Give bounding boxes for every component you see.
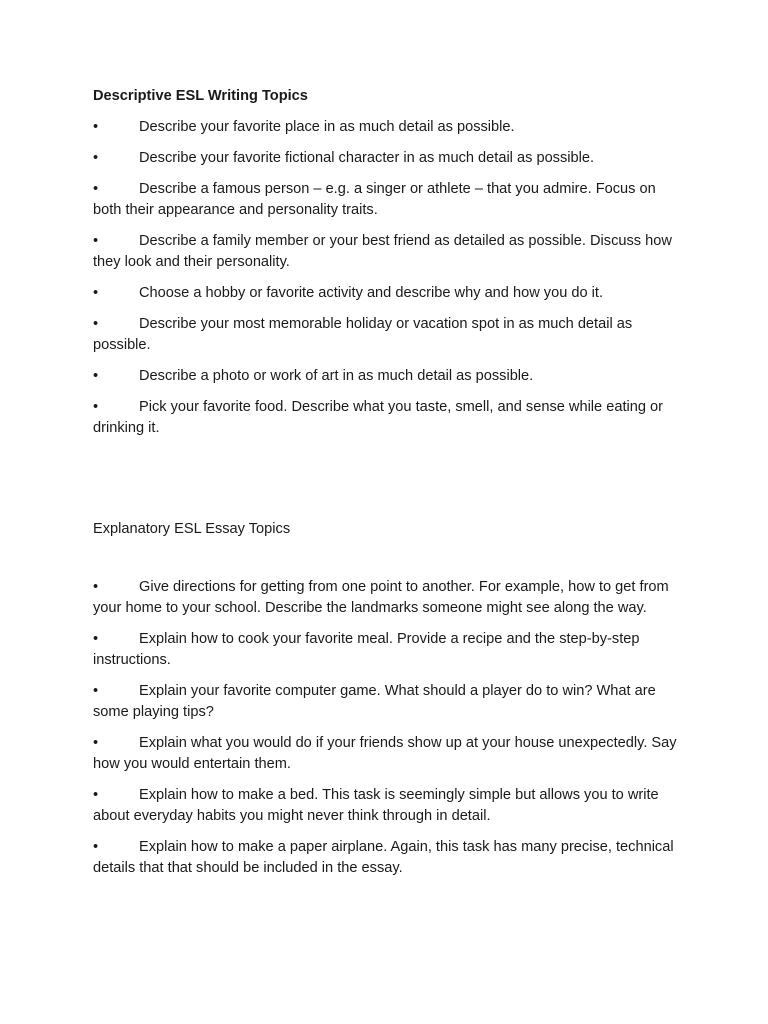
bullet-icon: • bbox=[93, 787, 99, 803]
section-heading-descriptive: Descriptive ESL Writing Topics bbox=[93, 88, 308, 104]
list-item bbox=[93, 629, 683, 671]
bullet-icon: • bbox=[93, 181, 99, 197]
bullet-icon: • bbox=[93, 233, 99, 249]
list-item bbox=[93, 577, 683, 619]
list-item-text: Describe a famous person – e.g. a singer or athlete – that you admire. Focus on both their appearance and personality traits. bbox=[93, 181, 656, 218]
list-item-text: Explain how to cook your favorite meal. Provide a recipe and the step-by-step instructions. bbox=[93, 631, 640, 668]
list-item-text: Choose a hobby or favorite activity and describe why and how you do it. bbox=[139, 285, 604, 301]
document-page bbox=[93, 86, 683, 889]
list-item-text: Explain what you would do if your friends show up at your house unexpectedly. Say how you would entertain them. bbox=[93, 735, 677, 772]
bullet-icon: • bbox=[93, 579, 99, 595]
list-item bbox=[93, 179, 683, 221]
bullet-icon: • bbox=[93, 399, 99, 415]
list-item bbox=[93, 681, 683, 723]
section-heading-explanatory: Explanatory ESL Essay Topics bbox=[93, 521, 291, 537]
spacer bbox=[93, 449, 683, 519]
list-item-text: Explain your favorite computer game. What should a player do to win? What are some playing tips? bbox=[93, 683, 656, 720]
bullet-icon: • bbox=[93, 316, 99, 332]
list-item bbox=[93, 397, 683, 439]
list-item bbox=[93, 837, 683, 879]
list-item bbox=[93, 231, 683, 273]
list-item bbox=[93, 366, 683, 387]
bullet-icon: • bbox=[93, 150, 99, 166]
list-item-text: Describe your most memorable holiday or vacation spot in as much detail as possible. bbox=[93, 316, 633, 353]
list-item bbox=[93, 148, 683, 169]
bullet-icon: • bbox=[93, 368, 99, 384]
list-item-text: Describe a photo or work of art in as much detail as possible. bbox=[139, 368, 534, 384]
list-item bbox=[93, 117, 683, 138]
bullet-icon: • bbox=[93, 285, 99, 301]
list-item bbox=[93, 733, 683, 775]
list-item-text: Describe a family member or your best friend as detailed as possible. Discuss how they look and their personality. bbox=[93, 233, 672, 270]
bullet-icon: • bbox=[93, 631, 99, 647]
explanatory-topics-list bbox=[93, 577, 683, 879]
bullet-icon: • bbox=[93, 735, 99, 751]
list-item-text: Give directions for getting from one point to another. For example, how to get from your home to your school. Describe the landmarks someone might see along the way. bbox=[93, 579, 669, 616]
list-item-text: Describe your favorite place in as much detail as possible. bbox=[139, 119, 515, 135]
bullet-icon: • bbox=[93, 119, 99, 135]
list-item bbox=[93, 283, 683, 304]
bullet-icon: • bbox=[93, 839, 99, 855]
list-item-text: Explain how to make a paper airplane. Again, this task has many precise, technical details that that should be included in the essay. bbox=[93, 839, 674, 876]
list-item bbox=[93, 785, 683, 827]
list-item bbox=[93, 314, 683, 356]
list-item-text: Describe your favorite fictional character in as much detail as possible. bbox=[139, 150, 595, 166]
descriptive-topics-list bbox=[93, 117, 683, 439]
list-item-text: Pick your favorite food. Describe what you taste, smell, and sense while eating or drinking it. bbox=[93, 399, 664, 436]
list-item-text: Explain how to make a bed. This task is seemingly simple but allows you to write about everyday habits you might never think through in detail. bbox=[93, 787, 659, 824]
bullet-icon: • bbox=[93, 683, 99, 699]
spacer bbox=[93, 540, 683, 577]
